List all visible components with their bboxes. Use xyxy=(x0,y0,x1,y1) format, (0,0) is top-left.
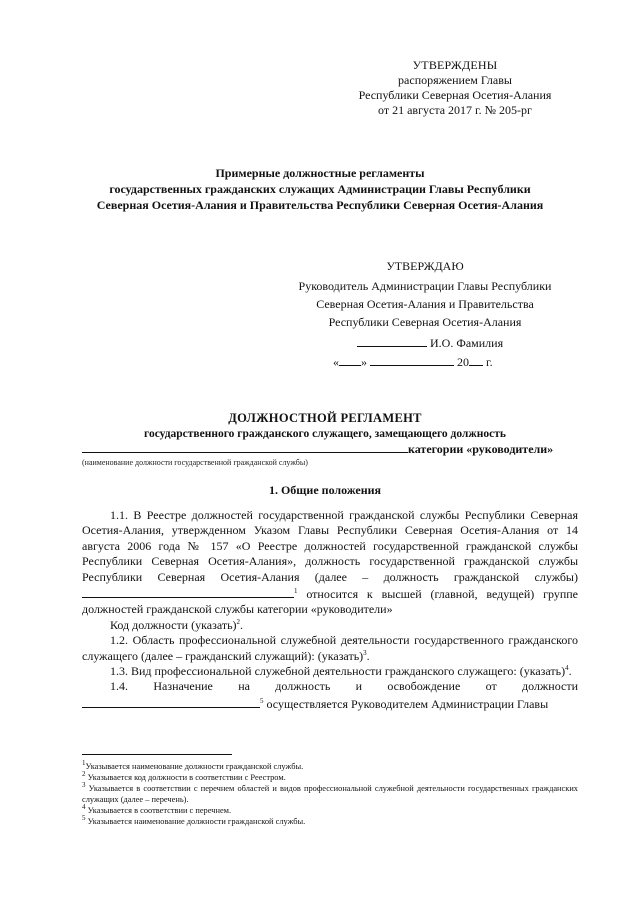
document-title xyxy=(70,165,570,213)
approve-line-3: Республики Северная Осетия-Алания xyxy=(328,315,522,329)
signer-name: И.О. Фамилия xyxy=(430,336,504,350)
approval-line-3: от 21 августа 2017 г. № 205-рг xyxy=(378,103,532,117)
approval-stamp xyxy=(340,58,570,118)
footnote-text: Указывается код должности в соответствии с Реестром. xyxy=(87,773,286,782)
footnote-ref-3: 3 xyxy=(363,648,367,657)
footnote-text: Указывается в соответствии с перечнем областей и видов профессиональной служебной деятельности государственных гражданских служащих (далее – перечень). xyxy=(82,784,578,804)
footnote xyxy=(82,783,578,805)
footnote-ref-5: 5 xyxy=(260,696,264,705)
document-title-line-2: государственных гражданских служащих Администрации Главы Республики xyxy=(109,182,531,196)
footnote-separator xyxy=(82,754,232,755)
month-blank xyxy=(370,353,454,366)
footnote-ref-1: 1 xyxy=(294,587,298,596)
document-title-line-3: Северная Осетия-Алания и Правительства Республики Северная Осетия-Алания xyxy=(96,198,544,212)
paragraph-1-3-text: 1.3. Вид профессиональной служебной деятельности гражданского служащего: (указать) xyxy=(110,664,566,679)
document-title-line-1: Примерные должностные регламенты xyxy=(215,166,425,180)
footnote xyxy=(82,816,578,827)
signature-row xyxy=(333,334,553,351)
position-note: (наименование должности государственной гражданской службы) xyxy=(82,458,308,467)
paragraph-1-1-text-a: 1.1. В Реестре должностей государственной гражданской службы Республики Северная Осетия-Алания, утвержденном Указом Главы Республики Северная Осетия-Алания от 14 августа 2006 года № 157 «О Реестре должностей государственной гражданской службы Республики Северная Осетия-Алания», должность государственной гражданской службы Республики Северная Осетия-Алания (далее – должность гражданской службы) xyxy=(82,508,578,584)
position-blank xyxy=(82,585,294,598)
approve-title: УТВЕРЖДАЮ xyxy=(386,259,464,273)
footnote-number: 5 xyxy=(82,814,86,823)
footnote-ref-2: 2 xyxy=(236,617,241,626)
position-name-blank xyxy=(82,440,408,453)
regulation-title: ДОЛЖНОСТНОЙ РЕГЛАМЕНТ xyxy=(228,411,422,425)
section-body xyxy=(82,508,578,712)
paragraph-1-2: 1.2. Область профессиональной служебной деятельности государственного гражданского служащего (далее – гражданский служащий): (указать)$^3$. xyxy=(82,633,578,663)
approval-line-2: Республики Северная Осетия-Алания xyxy=(358,88,552,102)
footnote-text: Указывается наименование должности гражданской службы. xyxy=(85,762,304,771)
position-category: категории «руководители» xyxy=(408,442,554,456)
footnote-number: 4 xyxy=(82,803,86,812)
paragraph-1-2-text: 1.2. Область профессиональной служебной деятельности государственного гражданского служащего (далее – гражданский служащий): (указать) xyxy=(82,633,578,663)
approve-block xyxy=(280,255,570,331)
footnote-text: Указывается в соответствии с перечнем. xyxy=(87,806,232,815)
day-blank xyxy=(339,353,361,366)
date-quote-close: » xyxy=(361,355,367,369)
paragraph-1-4-text-a: 1.4. Назначение на должность и освобождение от должности xyxy=(110,679,578,694)
year-suffix: г. xyxy=(486,355,493,369)
footnote xyxy=(82,761,578,772)
footnote-number: 1 xyxy=(82,759,86,768)
approval-title: УТВЕРЖДЕНЫ xyxy=(412,58,498,72)
date-quote-open: « xyxy=(333,355,339,369)
approve-line-1: Руководитель Администрации Главы Республики xyxy=(298,279,552,293)
regulation-subtitle: государственного гражданского служащего, замещающего должность xyxy=(144,428,506,440)
footnote-number: 3 xyxy=(82,781,86,790)
footnote-number: 2 xyxy=(82,770,86,779)
approval-line-1: распоряжением Главы xyxy=(398,73,512,87)
approve-line-2: Северная Осетия-Алания и Правительства xyxy=(316,297,534,311)
footnote-ref-4: 4 xyxy=(565,664,569,673)
date-row xyxy=(333,353,553,370)
regulation-heading xyxy=(80,410,570,442)
year-prefix: 20 xyxy=(457,355,469,369)
footnote-text: Указывается наименование должности гражданской службы. xyxy=(87,817,306,826)
paragraph-1-4-text-b: осуществляется Руководителем Администрации Главы xyxy=(266,696,549,711)
paragraph-1-4 xyxy=(82,679,578,712)
position-line xyxy=(82,440,572,457)
year-blank xyxy=(469,353,483,366)
paragraph-1-1 xyxy=(82,508,578,618)
paragraph-code: Код должности (указать)$^2$. xyxy=(110,617,244,632)
paragraph-code-text: Код должности (указать) xyxy=(110,617,237,632)
section-title: 1. Общие положения xyxy=(268,483,382,497)
signature-block xyxy=(333,334,553,370)
appointing-position-blank xyxy=(82,695,260,708)
footnote xyxy=(82,805,578,816)
paragraph-1-3: 1.3. Вид профессиональной служебной деятельности гражданского служащего: (указать)$^4$. xyxy=(110,664,572,679)
footnotes xyxy=(82,761,578,827)
paragraph-1-1-text-b: относится к высшей (главной, ведущей) группе должностей гражданской службы категории «руководители» xyxy=(82,587,579,617)
signature-blank xyxy=(357,334,427,347)
footnote xyxy=(82,772,578,783)
